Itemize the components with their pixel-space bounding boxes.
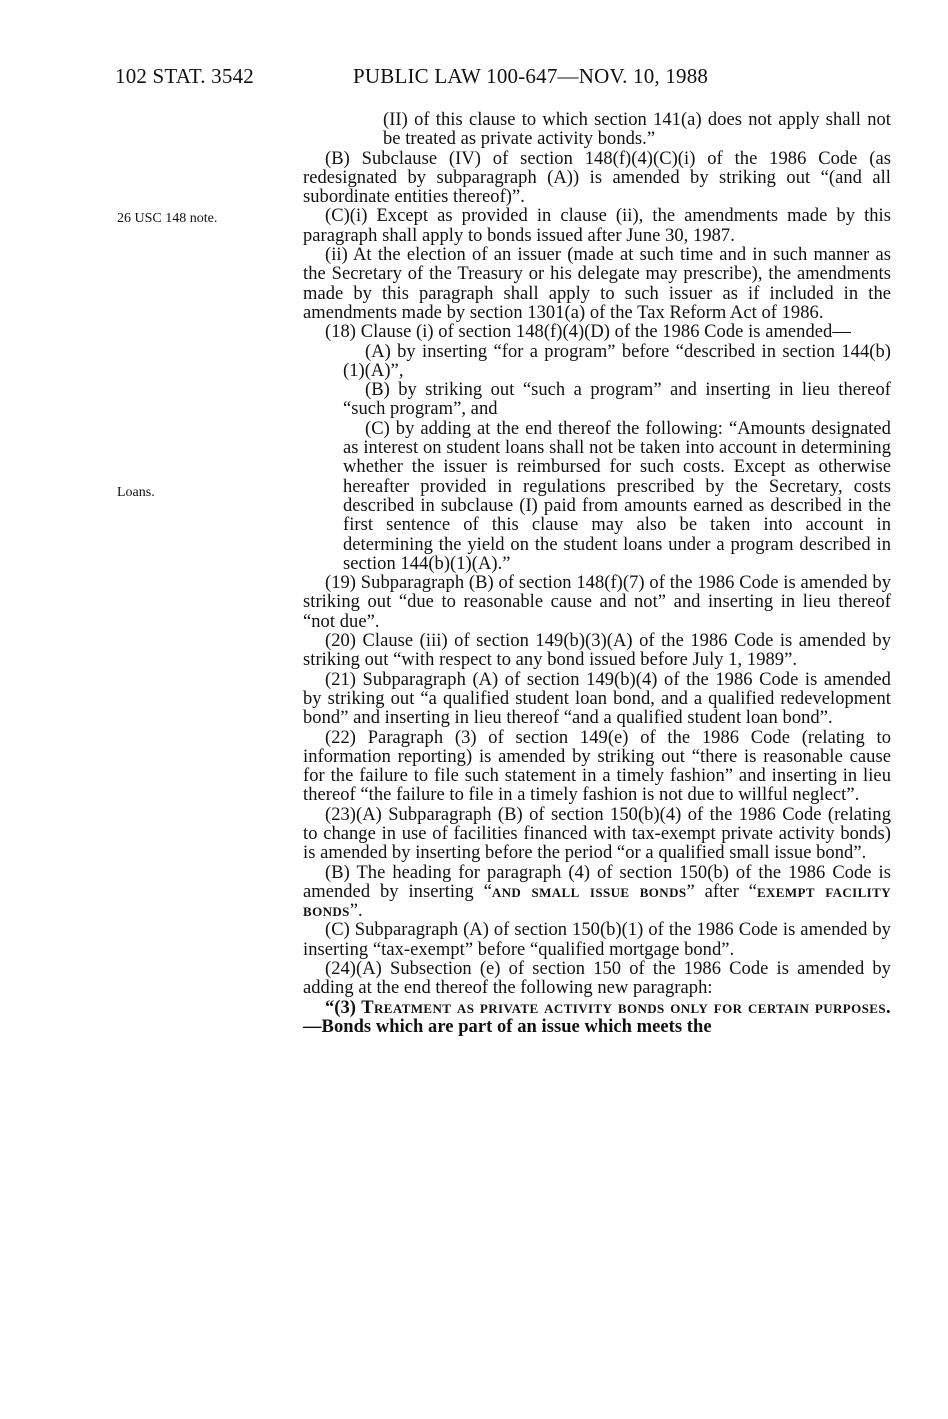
paragraph-final xyxy=(303,999,891,1038)
paragraph: (22) Paragraph (3) of section 149(e) of the 1986 Code (relating to information reporting) is amended by striking out “there is reasonable cause for the failure to file such statement in a timely fashion” and inserting in lieu thereof “the failure to file in a timely fashion is not due to willful neglect”. xyxy=(303,727,891,806)
paragraph: (A) by inserting “for a program” before “described in section 144(b)(1)(A)”, xyxy=(343,341,891,381)
smallcaps-text: and small issue bonds xyxy=(491,881,687,902)
smallcaps-heading: Treatment as private activity bonds only for certain purposes. xyxy=(361,997,891,1018)
paragraph: (20) Clause (iii) of section 149(b)(3)(A) of the 1986 Code is amended by striking out “with respect to any bond issued before July 1, 1989”. xyxy=(303,631,891,671)
paragraph: (B) by striking out “such a program” and inserting in lieu thereof “such program”, and xyxy=(343,380,891,420)
paragraph: (C) Subparagraph (A) of section 150(b)(1) of the 1986 Code is amended by inserting “tax-exempt” before “qualified mortgage bond”. xyxy=(303,920,891,960)
paragraph: (21) Subparagraph (A) of section 149(b)(4) of the 1986 Code is amended by striking out “a qualified student loan bond, and a qualified redevelopment bond” and inserting in lieu thereof “and a qualified student loan bond”. xyxy=(303,669,891,729)
body-text xyxy=(303,111,891,1037)
paragraph: (C) by adding at the end thereof the following: “Amounts designated as interest on student loans shall not be taken into account in determining whether the issuer is reimbursed for such costs. Except as otherwise hereafter provided in regulations prescribed by the Secretary, costs described in subclause (I) paid from amounts earned as described in the first sentence of this clause may also be taken into account in determining the yield on the student loans under a program described in section 144(b)(1)(A).” xyxy=(343,418,891,574)
text-span: (B) The heading for paragraph (4) of section 150(b) of the 1986 Code is amended by inserting “ xyxy=(303,862,891,902)
margin-note-usc: 26 USC 148 note. xyxy=(117,211,218,226)
paragraph: (24)(A) Subsection (e) of section 150 of the 1986 Code is amended by adding at the end thereof the following new paragraph: xyxy=(303,959,891,999)
paragraph-heading-amendment xyxy=(303,864,891,922)
margin-note-loans: Loans. xyxy=(117,485,155,500)
paragraph: (C)(i) Except as provided in clause (ii), the amendments made by this paragraph shall apply to bonds issued after June 30, 1987. xyxy=(303,206,891,246)
page-header xyxy=(0,64,948,92)
text-span: ”. xyxy=(349,901,363,922)
statute-page-number: 102 STAT. 3542 xyxy=(115,64,254,88)
text-span: ” after “ xyxy=(686,881,757,902)
text-span: —Bonds which are part of an issue which meets the xyxy=(303,1016,712,1037)
paragraph: (18) Clause (i) of section 148(f)(4)(D) of the 1986 Code is amended— xyxy=(325,322,851,343)
paragraph: (19) Subparagraph (B) of section 148(f)(7) of the 1986 Code is amended by striking out “due to reasonable cause and not” and inserting in lieu thereof “not due”. xyxy=(303,573,891,632)
paragraph: (23)(A) Subparagraph (B) of section 150(b)(4) of the 1986 Code (relating to change in use of facilities financed with tax-exempt private activity bonds) is amended by inserting before the period “or a qualified small issue bond”. xyxy=(303,804,891,864)
smallcaps-text: exempt facility bonds xyxy=(303,881,892,922)
paragraph: (II) of this clause to which section 141(a) does not apply shall not be treated as private activity bonds.” xyxy=(383,110,891,150)
paragraph: (ii) At the election of an issuer (made at such time and in such manner as the Secretary of the Treasury or his delegate may prescribe), the amendments made by this paragraph shall apply to such issuer as if included in the amendments made by section 1301(a) of the Tax Reform Act of 1986. xyxy=(303,245,891,323)
paragraph: (B) Subclause (IV) of section 148(f)(4)(C)(i) of the 1986 Code (as redesignated by subparagraph (A)) is amended by striking out “(and all subordinate entities thereof)”. xyxy=(303,148,891,208)
text-span: “(3) xyxy=(325,997,362,1018)
law-title: PUBLIC LAW 100-647—NOV. 10, 1988 xyxy=(353,64,709,88)
